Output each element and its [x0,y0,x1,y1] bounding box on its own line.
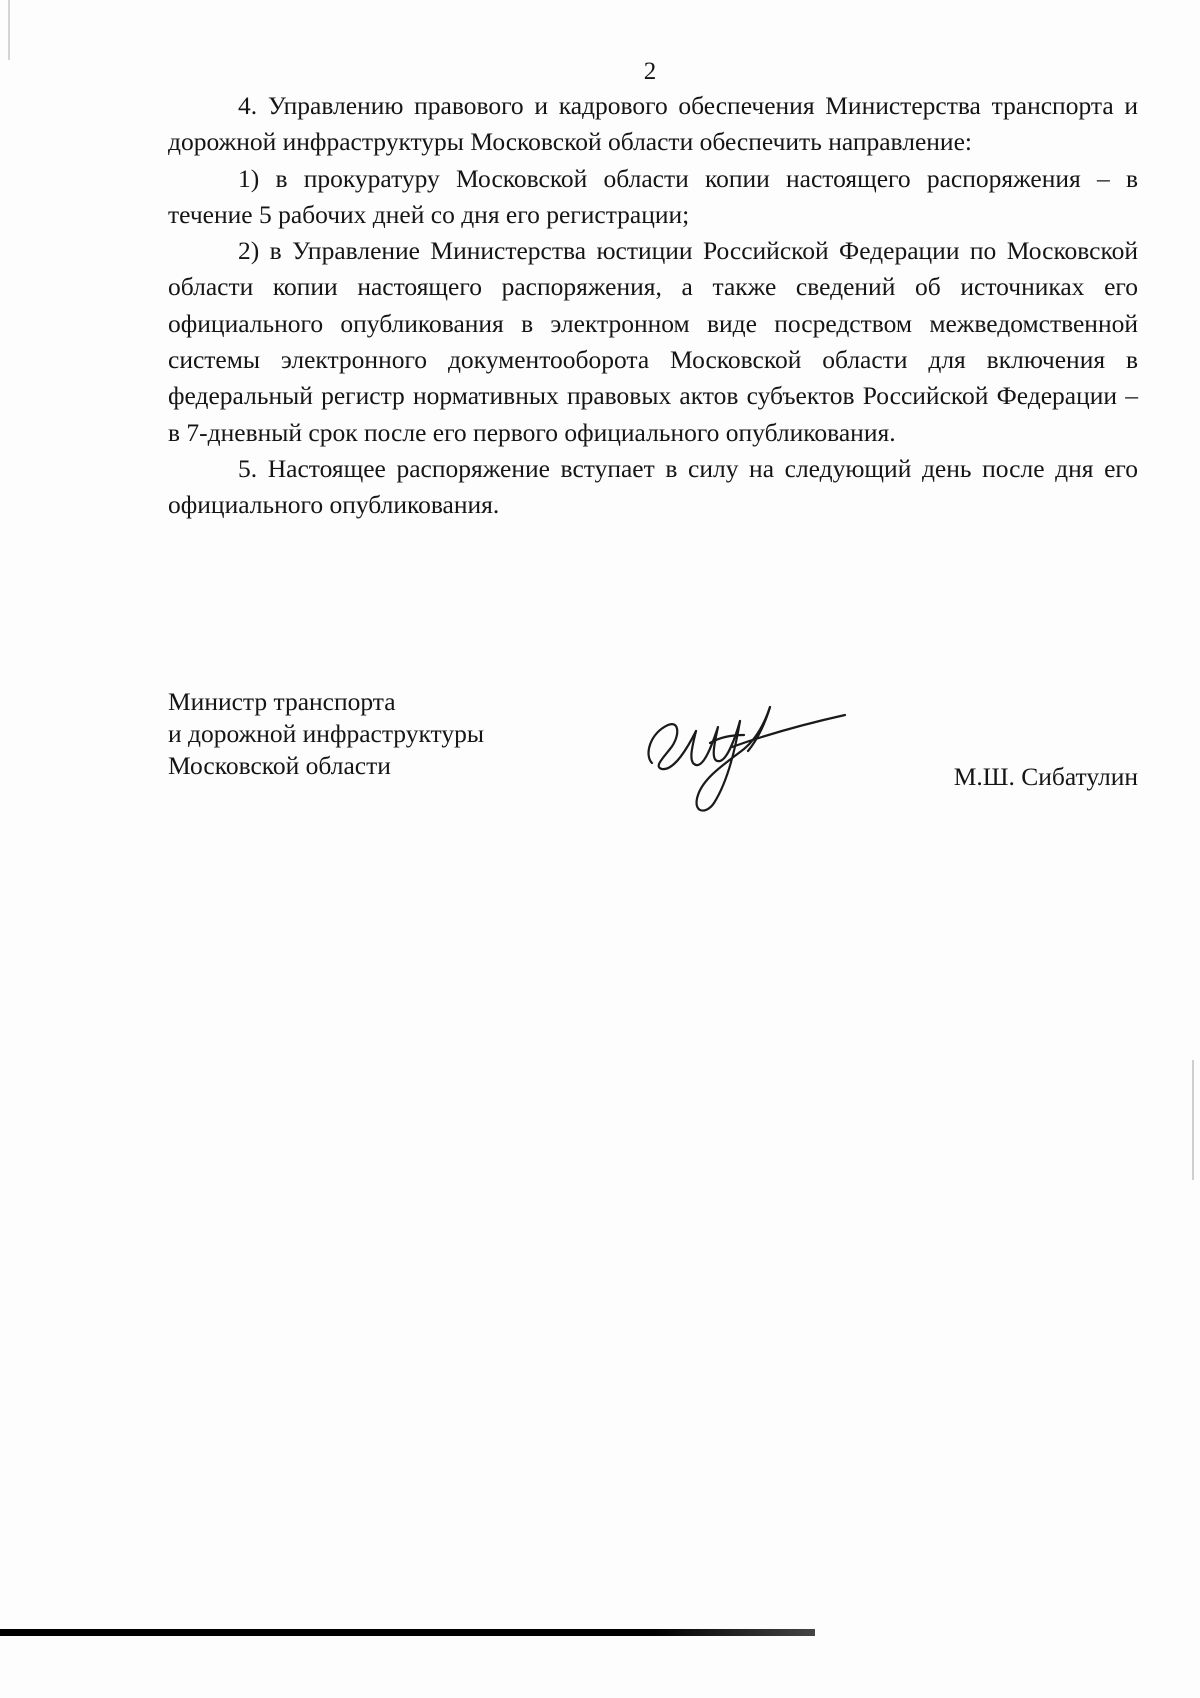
paragraph-item-4: 4. Управлению правового и кадрового обеспечения Министерства транспорта и дорожной инфраструктуры Московской области обеспечить направление: [168,91,1138,157]
signatory-title [168,686,484,782]
paragraph-subitem-2: 2) в Управление Министерства юстиции Российской Федерации по Московской области копии настоящего распоряжения, а также сведений об источниках его официального опубликования в электронном виде посредством межведомственной системы электронного документооборота Московской области для включения в федеральный регистр нормативных правовых актов субъектов Российской Федерации – в 7-дневный срок после его первого официального опубликования. [168,236,1138,447]
document-body [168,88,1138,524]
scan-bottom-border [0,1629,815,1636]
page-number: 2 [643,58,657,85]
signatory-title-line: и дорожной инфраструктуры [168,719,484,748]
signatory-title-line: Московской области [168,751,391,780]
handwritten-signature [640,685,850,820]
signer-name: М.Ш. Сибатулин [953,762,1138,791]
signatory-title-line: Министр транспорта [168,687,396,716]
paragraph-item-5: 5. Настоящее распоряжение вступает в силу на следующий день после дня его официального опубликования. [168,453,1138,520]
scan-edge-mark [1192,1060,1194,1180]
scan-edge-mark [8,0,10,60]
paragraph-subitem-1: 1) в прокуратуру Московской области копии настоящего распоряжения – в течение 5 рабочих дней со дня его регистрации; [168,163,1138,229]
